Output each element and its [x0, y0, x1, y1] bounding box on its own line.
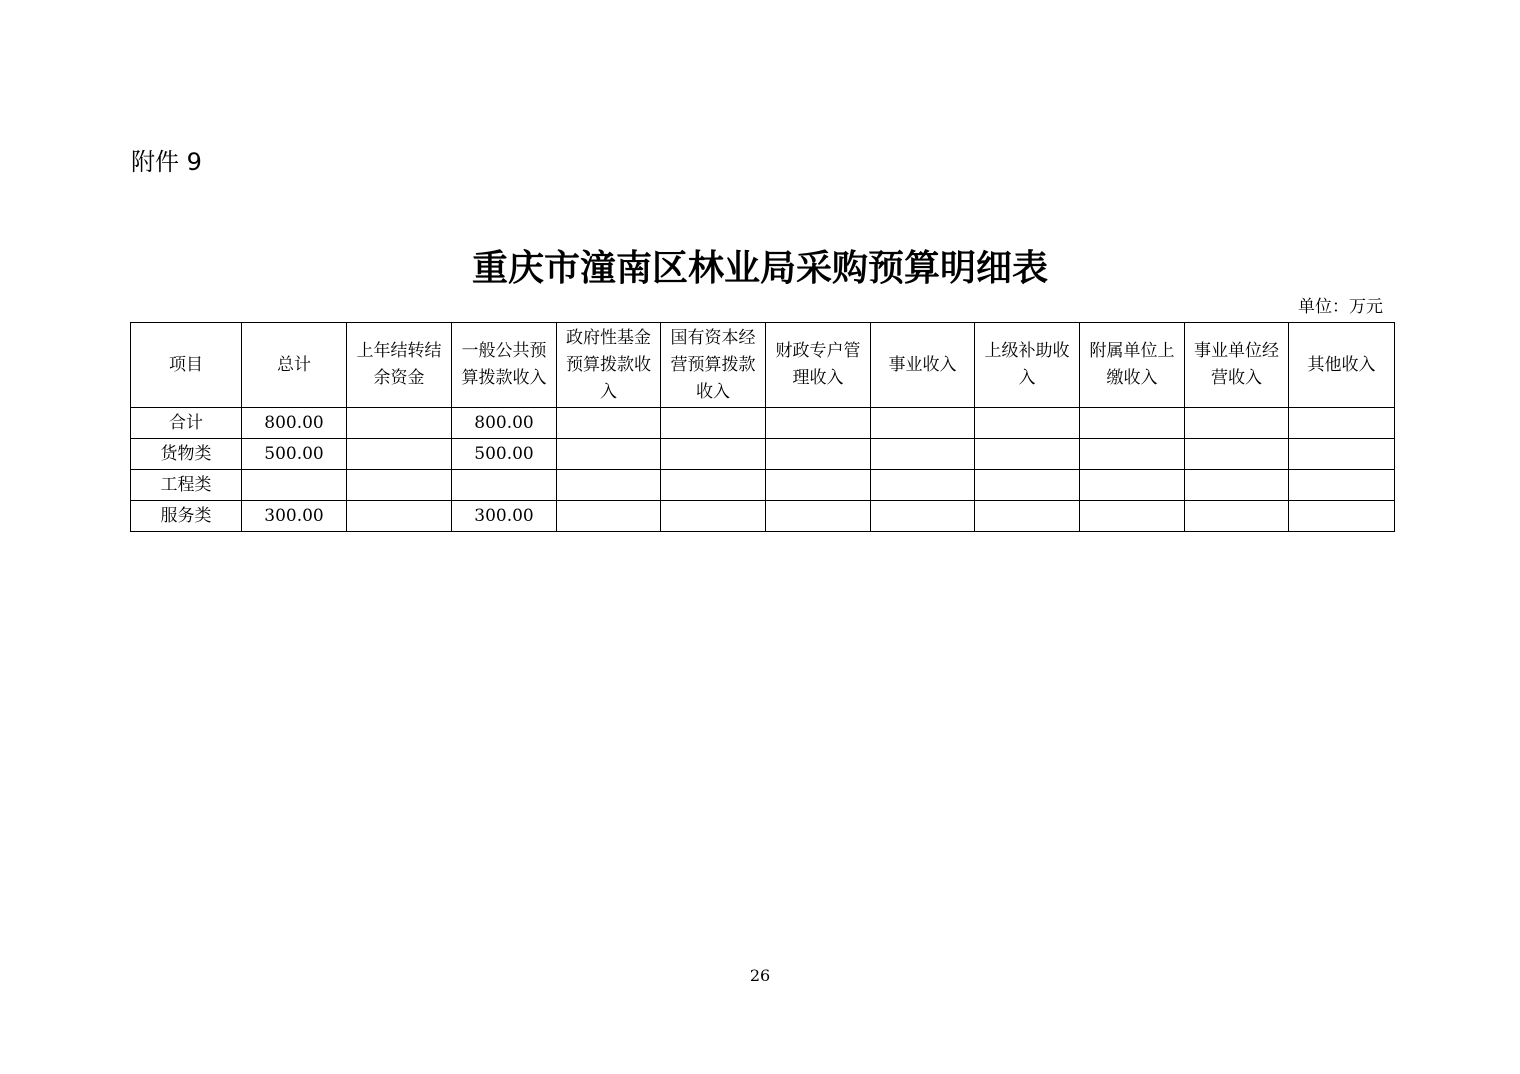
table-cell: 500.00	[242, 439, 347, 470]
table-cell	[975, 470, 1080, 501]
table-cell	[871, 408, 975, 439]
table-cell	[557, 501, 661, 532]
table-cell	[766, 470, 871, 501]
table-cell	[557, 470, 661, 501]
table-cell	[661, 470, 766, 501]
table-cell: 800.00	[452, 408, 557, 439]
table-cell	[1289, 439, 1395, 470]
table-row	[131, 408, 1395, 439]
table-cell: 合计	[131, 408, 242, 439]
document-title: 重庆市潼南区林业局采购预算明细表	[471, 247, 1048, 289]
table-cell	[871, 439, 975, 470]
table-row	[131, 439, 1395, 470]
table-cell	[1080, 470, 1185, 501]
table-cell	[1185, 501, 1289, 532]
table-cell	[557, 439, 661, 470]
table-cell: 300.00	[452, 501, 557, 532]
page-number: 26	[749, 966, 771, 985]
table-cell	[661, 408, 766, 439]
table-cell	[1289, 408, 1395, 439]
table-cell	[1080, 408, 1185, 439]
table-cell	[1289, 470, 1395, 501]
header-other-income: 其他收入	[1289, 323, 1395, 408]
table-cell	[347, 501, 452, 532]
table-cell	[975, 408, 1080, 439]
header-operating-income: 事业单位经营收入	[1185, 323, 1289, 408]
table-cell	[1080, 501, 1185, 532]
table-cell: 服务类	[131, 501, 242, 532]
table-cell	[1080, 439, 1185, 470]
table-cell	[1185, 439, 1289, 470]
header-prior-year-carryover: 上年结转结余资金	[347, 323, 452, 408]
header-affiliate-remittance: 附属单位上缴收入	[1080, 323, 1185, 408]
table-cell	[347, 470, 452, 501]
table-cell	[661, 439, 766, 470]
table-cell	[766, 439, 871, 470]
header-superior-subsidy: 上级补助收入	[975, 323, 1080, 408]
header-government-fund-budget: 政府性基金预算拨款收入	[557, 323, 661, 408]
table-cell	[557, 408, 661, 439]
table-cell	[347, 439, 452, 470]
table-cell: 800.00	[242, 408, 347, 439]
table-row	[131, 470, 1395, 501]
table-cell	[871, 470, 975, 501]
header-general-public-budget: 一般公共预算拨款收入	[452, 323, 557, 408]
table-row	[131, 501, 1395, 532]
table-cell	[975, 439, 1080, 470]
table-cell: 500.00	[452, 439, 557, 470]
table-header-row	[131, 323, 1395, 408]
table-cell	[1289, 501, 1395, 532]
header-business-income: 事业收入	[871, 323, 975, 408]
procurement-budget-table	[130, 322, 1395, 532]
table-cell: 工程类	[131, 470, 242, 501]
table-cell	[871, 501, 975, 532]
attachment-label: 附件 9	[131, 148, 202, 176]
table-cell	[347, 408, 452, 439]
header-state-capital-budget: 国有资本经营预算拨款收入	[661, 323, 766, 408]
table-cell	[1185, 408, 1289, 439]
header-total: 总计	[242, 323, 347, 408]
table-cell	[1185, 470, 1289, 501]
header-fiscal-special-account: 财政专户管理收入	[766, 323, 871, 408]
table-cell	[242, 470, 347, 501]
table-cell: 300.00	[242, 501, 347, 532]
table-cell	[975, 501, 1080, 532]
table-cell	[452, 470, 557, 501]
header-item: 项目	[131, 323, 242, 408]
unit-label: 单位：万元	[1298, 297, 1383, 317]
table-cell: 货物类	[131, 439, 242, 470]
table-cell	[766, 408, 871, 439]
table-cell	[766, 501, 871, 532]
table-cell	[661, 501, 766, 532]
